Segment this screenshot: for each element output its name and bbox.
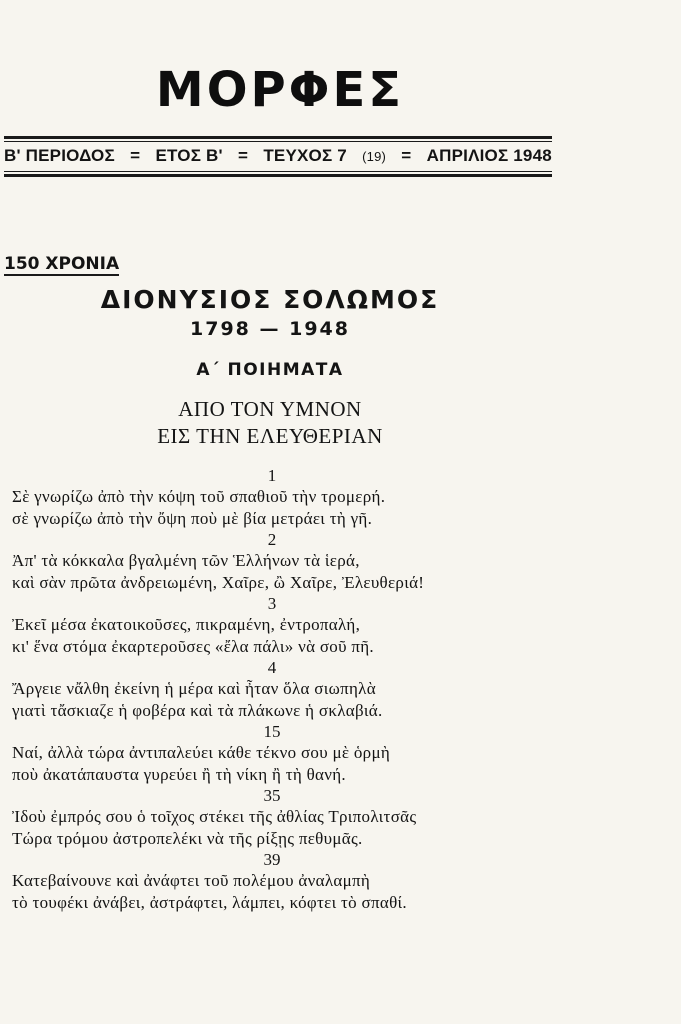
issue-separator: = (237, 146, 249, 165)
verse-line: Σὲ γνωρίζω ἀπὸ τὴν κόψη τοῦ σπαθιοῦ τὴν τρομερή. (12, 487, 386, 506)
verse-line: σὲ γνωρίζω ἀπὸ τὴν ὄψη ποὺ μὲ βία μετράει τὴ γῆ. (12, 509, 373, 528)
verse-line: Κατεβαίνουνε καὶ ἀνάφτει τοῦ πολέμου ἀναλαμπὴ (12, 871, 371, 890)
issue-info-line (4, 146, 552, 166)
verse-line: Ναί, ἀλλὰ τώρα ἀντιπαλεύει κάθε τέκνο σου μὲ ὁρμὴ (12, 743, 391, 762)
verse-line: ποὺ ἀκατάπαυστα γυρεύει ἢ τὴ νίκη ἢ τὴ θανή. (12, 765, 346, 784)
stanza-number: 3 (267, 594, 277, 613)
issue-period: Β' ΠΕΡΙΟΔΟΣ (4, 146, 115, 165)
verse-line: κι' ἕνα στόμα ἐκαρτεροῦσες «ἔλα πάλι» νὰ σοῦ πῆ. (12, 637, 374, 656)
stanza-number: 39 (263, 850, 281, 869)
masthead-rule-bottom (4, 174, 552, 177)
poem-body (12, 466, 542, 914)
masthead-rule-top (4, 136, 552, 139)
magazine-title: ΜΟΡΦΕΣ (155, 62, 405, 118)
issue-number: ΤΕΥΧΟΣ 7 (263, 146, 347, 165)
issue-separator: = (130, 146, 141, 165)
stanza-number: 1 (267, 466, 277, 485)
verse-line: Τώρα τρόμου ἀστροπελέκι νὰ τῆς ρίξῃς πεθυμᾶς. (12, 829, 363, 848)
issue-total-number: (19) (362, 149, 387, 164)
issue-year: ΕΤΟΣ Β' (155, 146, 223, 165)
stanza-number: 4 (267, 658, 277, 677)
masthead-rule-bottom-thin (4, 171, 552, 172)
verse-line: Ἰδοὺ ἐμπρός σου ὁ τοῖχος στέκει τῆς ἀθλίας Τριπολιτσᾶς (12, 807, 417, 826)
poem-title-line-2: ΕΙΣ ΤΗΝ ΕΛΕΥΘΕΡΙΑΝ (157, 424, 383, 448)
issue-separator: = (401, 146, 412, 165)
stanza-number: 15 (263, 722, 281, 741)
poem-title-line-1: ΑΠΟ ΤΟΝ ΥΜΝΟΝ (178, 397, 362, 421)
verse-line: καὶ σὰν πρῶτα ἀνδρειωμένη, Χαῖρε, ὢ Χαῖρε, Ἐλευθεριά! (12, 573, 425, 592)
verse-line: γιατὶ τἄσκιαζε ἡ φοβέρα καὶ τὰ πλάκωνε ἡ σκλαβιά. (12, 701, 383, 720)
verse-line: Ἀπ' τὰ κόκκαλα βγαλμένη τῶν Ἑλλήνων τὰ ἱερά, (12, 551, 360, 570)
works-heading: Α΄ ΠΟΙΗΜΑΤΑ (196, 360, 344, 380)
poet-years: 1798 — 1948 (190, 318, 350, 340)
verse-line: τὸ τουφέκι ἀνάβει, ἀστράφτει, λάμπει, κόφτει τὸ σπαθί. (12, 893, 407, 912)
stanza-number: 35 (263, 786, 281, 805)
verse-line: Ἄργειε νἄλθη ἐκείνη ἡ μέρα καὶ ἦταν ὅλα σιωπηλὰ (12, 679, 376, 698)
masthead-rule-top-thin (4, 141, 552, 142)
issue-date: ΑΠΡΙΛΙΟΣ 1948 (426, 146, 552, 165)
verse-line: Ἐκεῖ μέσα ἐκατοικοῦσες, πικραμένη, ἐντροπαλή, (12, 615, 361, 634)
stanza-number: 2 (267, 530, 277, 549)
poet-name: ΔΙΟΝΥΣΙΟΣ ΣΟΛΩΜΟΣ (100, 285, 440, 314)
section-label: 150 ΧΡΟΝΙΑ (4, 254, 120, 274)
